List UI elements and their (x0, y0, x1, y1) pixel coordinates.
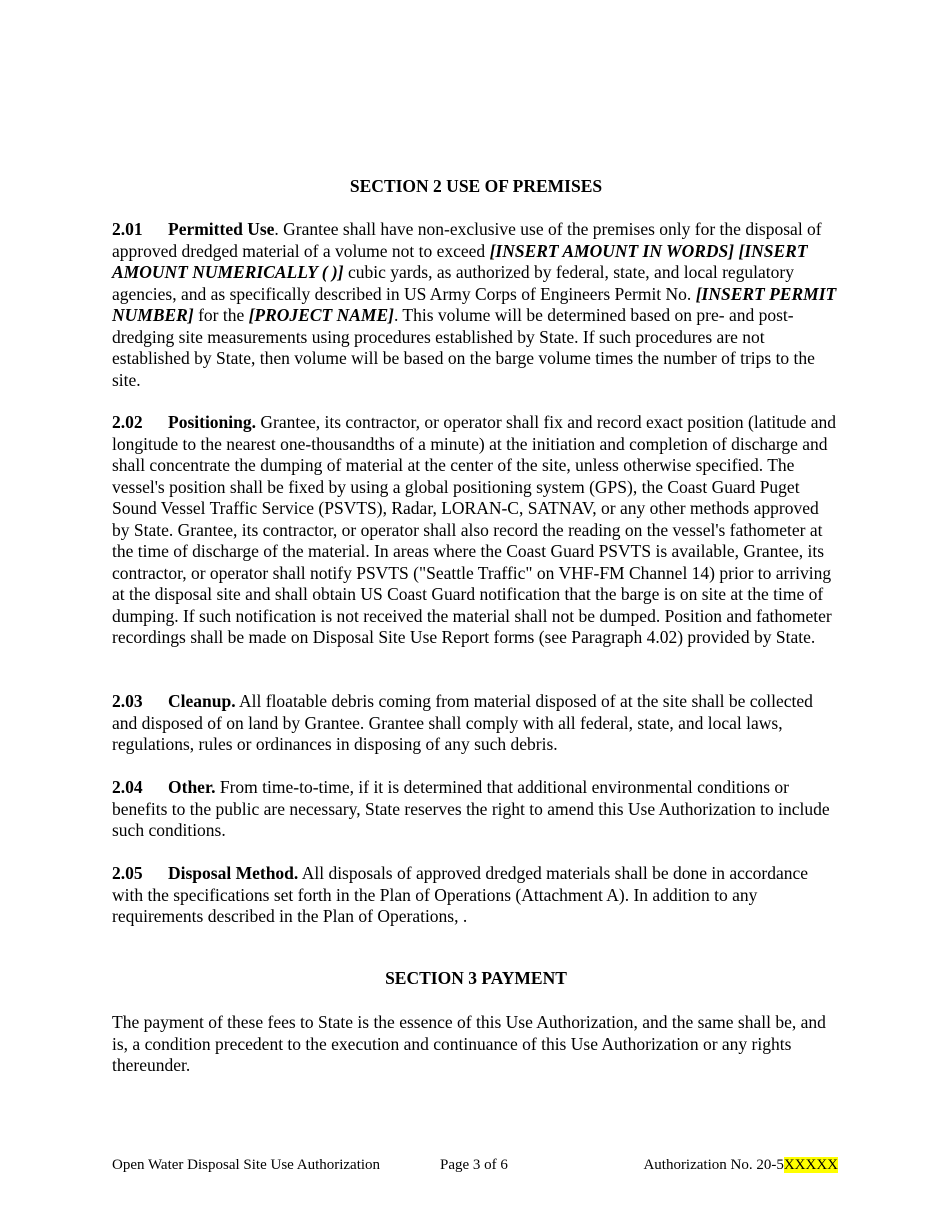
authorization-prefix: Authorization No. 20-5 (643, 1157, 784, 1173)
paragraph-2-01 (112, 219, 840, 391)
paragraph-number: 2.02 (112, 412, 143, 432)
page-footer (112, 1155, 840, 1175)
paragraph-text: for the (193, 305, 249, 325)
paragraph-number: 2.01 (112, 219, 143, 239)
paragraph-title: Permitted Use (168, 219, 275, 239)
section-2-heading: SECTION 2 USE OF PREMISES (349, 176, 603, 196)
placeholder-amount: [INSERT AMOUNT IN WORDS] [INSERT AMOUNT NUMERICALLY ( )] (112, 240, 808, 282)
footer-page-number: Page 3 of 6 (440, 1157, 508, 1173)
footer-document-title: Open Water Disposal Site Use Authorization (112, 1157, 381, 1173)
paragraph-text: All disposals of approved dredged materials shall be done in accordance with the specifications set forth in the Plan of Operations (Attachment A). In addition to any requirements described in the Plan of Operations, . (112, 863, 809, 926)
section-3-heading: SECTION 3 PAYMENT (385, 968, 567, 988)
paragraph-text: cubic yards, as authorized by federal, state, and local regulatory agencies, and as specifically described in US Army Corps of Engineers Permit No. (112, 262, 794, 304)
paragraph-number: 2.05 (112, 863, 143, 883)
paragraph-text: From time-to-time, if it is determined that additional environmental conditions or benefits to the public are necessary, State reserves the right to amend this Use Authorization to include such conditions. (112, 777, 830, 840)
paragraph-2-04 (112, 777, 840, 842)
paragraph-title: Disposal Method. (168, 863, 299, 883)
paragraph-2-03 (112, 691, 840, 756)
placeholder-permit-number: [INSERT PERMIT NUMBER] (112, 283, 837, 325)
paragraph-title: Cleanup. (168, 691, 236, 711)
paragraph-section-3: The payment of these fees to State is the essence of this Use Authorization, and the same shall be, and is, a condition precedent to the execution and continuance of this Use Authorization or any rights thereunder. (112, 1012, 826, 1075)
paragraph-2-02 (112, 412, 840, 649)
paragraph-text: Grantee, its contractor, or operator shall fix and record exact position (latitude and longitude to the nearest one-thousandths of a minute) at the initiation and completion of discharge and shall concentrate the dumping of material at the center of the site, unless otherwise specified. The vessel's position shall be fixed by using a global positioning system (GPS), the Coast Guard Puget Sound Vessel Traffic Service (PSVTS), Radar, LORAN-C, SATNAV, or any other methods approved by State. Grantee, its contractor, or operator shall also record the reading on the vessel's fathometer at the time of discharge of the material. In areas where the Coast Guard PSVTS is available, Grantee, its contractor, or operator shall notify PSVTS ("Seattle Traffic" on VHF-FM Channel 14) prior to arriving at the disposal site and shall obtain US Coast Guard notification that the barge is on site at the time of dumping. If such notification is not received the material shall not be dumped. Position and fathometer recordings shall be made on Disposal Site Use Report forms (see Paragraph 4.02) provided by State. (112, 412, 837, 647)
paragraph-number: 2.03 (112, 691, 143, 711)
placeholder-project-name: [PROJECT NAME] (248, 305, 394, 325)
footer-authorization-number (643, 1155, 838, 1175)
paragraph-title: Other. (168, 777, 216, 797)
paragraph-text: . This volume will be determined based on pre- and post- dredging site measurements using procedures established by State. If such procedures are not established by State, then volume will be based on the barge volume times the number of trips to the site. (112, 305, 815, 390)
paragraph-text: . Grantee shall have non-exclusive use of the premises only for the disposal of approved dredged material of a volume not to exceed (112, 219, 822, 261)
authorization-highlight: XXXXX (783, 1157, 838, 1173)
paragraph-number: 2.04 (112, 777, 143, 797)
paragraph-text: All floatable debris coming from material disposed of at the site shall be collected and disposed of on land by Grantee. Grantee shall comply with all federal, state, and local laws, regulations, rules or ordinances in disposing of any such debris. (112, 691, 813, 754)
paragraph-2-05 (112, 863, 840, 928)
paragraph-title: Positioning. (168, 412, 257, 432)
